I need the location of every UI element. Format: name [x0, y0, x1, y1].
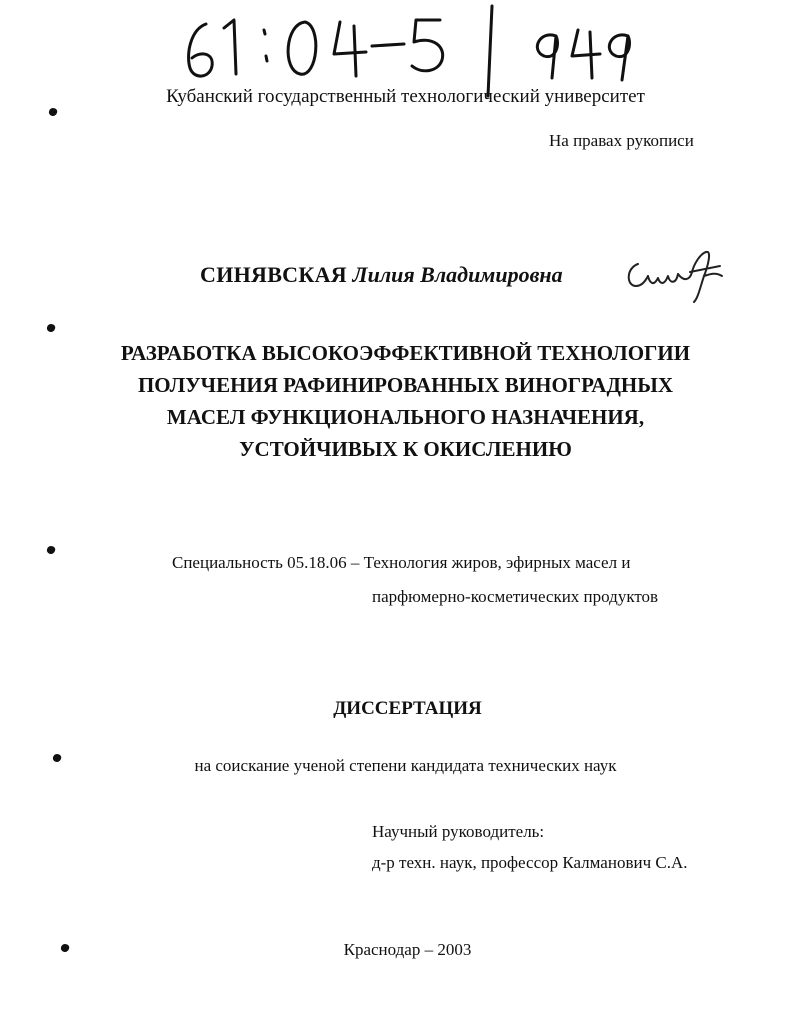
author-given-names: Лилия Владимировна — [352, 262, 563, 287]
advisor-label: Научный руководитель: — [372, 822, 545, 841]
specialty-line-2: парфюмерно-косметических продуктов — [372, 587, 659, 606]
scan-mark — [46, 545, 56, 555]
advisor-name: д-р техн. наук, профессор Калманович С.А. — [372, 853, 688, 872]
title-line: МАСЕЛ ФУНКЦИОНАЛЬНОГО НАЗНАЧЕНИЯ, — [166, 405, 645, 429]
specialty-line-1: Специальность 05.18.06 – Технология жиров, эфирных масел и — [172, 553, 631, 572]
author-surname: СИНЯВСКАЯ — [200, 262, 347, 287]
city-year: Краснодар – 2003 — [343, 940, 472, 959]
rights-note: На правах рукописи — [549, 131, 694, 150]
degree-statement: на соискание ученой степени кандидата технических наук — [194, 756, 617, 775]
title-line: ПОЛУЧЕНИЯ РАФИНИРОВАННЫХ ВИНОГРАДНЫХ — [137, 373, 674, 397]
handwritten-catalog-number — [0, 0, 793, 100]
dissertation-title — [0, 337, 793, 465]
scan-mark — [46, 323, 56, 333]
title-line: УСТОЙЧИВЫХ К ОКИСЛЕНИЮ — [239, 437, 572, 461]
document-type: ДИССЕРТАЦИЯ — [333, 698, 482, 719]
title-line: РАЗРАБОТКА ВЫСОКОЭФФЕКТИВНОЙ ТЕХНОЛОГИИ — [120, 341, 691, 365]
scan-mark — [48, 107, 58, 117]
author-signature — [620, 242, 730, 306]
university-name: Кубанский государственный технологический университет — [166, 86, 645, 107]
author-name — [200, 262, 563, 288]
